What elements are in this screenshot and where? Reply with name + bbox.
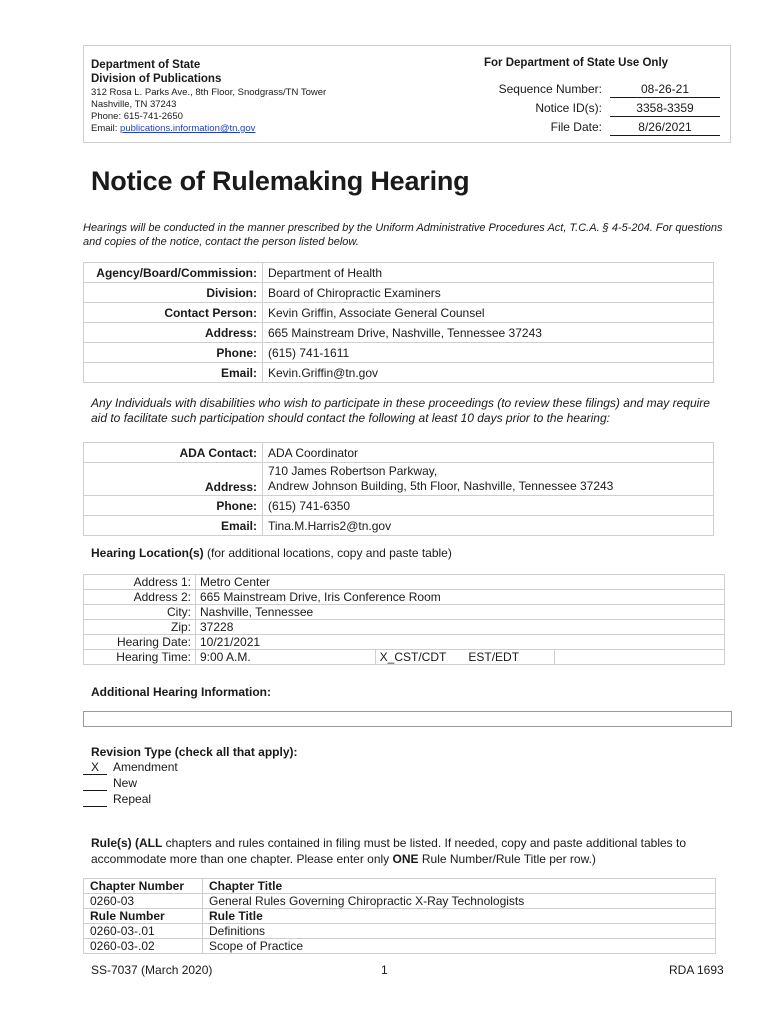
hearing-location-table xyxy=(83,574,725,665)
hearing-date-value: 10/21/2021 xyxy=(196,635,725,650)
agency-table xyxy=(83,262,714,383)
table-row: 0260-03-.01 Definitions xyxy=(84,924,716,939)
revision-amendment[interactable]: X Amendment xyxy=(83,760,178,775)
notice-id-value: 3358-3359 xyxy=(610,101,720,117)
revision-mark xyxy=(83,777,107,791)
ada-address-label: Address: xyxy=(84,463,263,496)
file-date-value: 8/26/2021 xyxy=(610,120,720,136)
state-use-only-heading: For Department of State Use Only xyxy=(484,57,669,69)
table-row: Rule Number Rule Title xyxy=(84,909,716,924)
ada-phone-value: (615) 741-6350 xyxy=(263,496,714,516)
address2-value: 665 Mainstream Drive, Iris Conference Room xyxy=(196,590,725,605)
est-option: EST/EDT xyxy=(468,650,520,664)
agency-value: Department of Health xyxy=(263,263,714,283)
table-row: City: Nashville, Tennessee xyxy=(84,605,725,620)
footer-rda: RDA 1693 xyxy=(669,963,724,977)
email-line: Email: publications.information@tn.gov xyxy=(91,123,256,134)
dept-line-2: Division of Publications xyxy=(91,73,222,85)
table-row xyxy=(84,283,714,303)
table-row xyxy=(84,443,714,463)
revision-type-heading: Revision Type (check all that apply): xyxy=(91,745,298,759)
additional-info-heading: Additional Hearing Information: xyxy=(91,685,271,699)
phone-label: Phone: xyxy=(84,343,263,363)
zip-value: 37228 xyxy=(196,620,725,635)
notice-id-label: Notice ID(s): xyxy=(535,101,602,115)
page-title: Notice of Rulemaking Hearing xyxy=(91,166,470,196)
contact-person-value: Kevin Griffin, Associate General Counsel xyxy=(263,303,714,323)
cst-option: X_CST/CDT xyxy=(379,650,447,664)
email-value: Kevin.Griffin@tn.gov xyxy=(263,363,714,383)
email-label: Email: xyxy=(84,363,263,383)
ada-address-value: 710 James Robertson Parkway, Andrew Johnson Building, 5th Floor, Nashville, Tennessee 37243 xyxy=(263,463,714,496)
phone-line: Phone: 615-741-2650 xyxy=(91,111,183,122)
table-row xyxy=(84,323,714,343)
contact-person-label: Contact Person: xyxy=(84,303,263,323)
table-row xyxy=(84,496,714,516)
ada-table xyxy=(83,442,714,536)
division-value: Board of Chiropractic Examiners xyxy=(263,283,714,303)
division-label: Division: xyxy=(84,283,263,303)
table-row xyxy=(84,343,714,363)
city-value: Nashville, Tennessee xyxy=(196,605,725,620)
hearing-location-heading: Hearing Location(s) (for additional locations, copy and paste table) xyxy=(91,546,452,560)
ada-contact-value: ADA Coordinator xyxy=(263,443,714,463)
table-row xyxy=(84,363,714,383)
file-date-label: File Date: xyxy=(550,120,602,134)
revision-new[interactable]: New xyxy=(83,776,137,791)
table-row: Hearing Date: 10/21/2021 xyxy=(84,635,725,650)
phone-value: (615) 741-1611 xyxy=(263,343,714,363)
revision-mark: X xyxy=(83,761,107,775)
table-row: 0260-03 General Rules Governing Chiropractic X-Ray Technologists xyxy=(84,894,716,909)
sequence-number-value: 08-26-21 xyxy=(610,82,720,98)
sequence-number-label: Sequence Number: xyxy=(498,82,602,96)
agency-label: Agency/Board/Commission: xyxy=(84,263,263,283)
table-row xyxy=(84,463,714,496)
table-row: Hearing Time: 9:00 A.M. X_CST/CDT EST/EDT xyxy=(84,650,725,665)
department-name xyxy=(91,58,221,86)
table-row: Zip: 37228 xyxy=(84,620,725,635)
address-value: 665 Mainstream Drive, Nashville, Tennessee 37243 xyxy=(263,323,714,343)
email-link[interactable]: publications.information@tn.gov xyxy=(120,123,256,134)
address-label: Address: xyxy=(84,323,263,343)
table-row xyxy=(84,516,714,536)
ada-phone-label: Phone: xyxy=(84,496,263,516)
table-row: 0260-03-.02 Scope of Practice xyxy=(84,939,716,954)
table-row xyxy=(84,303,714,323)
revision-mark xyxy=(83,793,107,807)
timezone-cell xyxy=(375,650,555,665)
table-row xyxy=(84,263,714,283)
table-row: Address 2: 665 Mainstream Drive, Iris Conference Room xyxy=(84,590,725,605)
table-row: Chapter Number Chapter Title xyxy=(84,879,716,894)
rules-table xyxy=(83,878,716,954)
ada-email-value: Tina.M.Harris2@tn.gov xyxy=(263,516,714,536)
revision-repeal[interactable]: Repeal xyxy=(83,792,151,807)
intro-text: Hearings will be conducted in the manner prescribed by the Uniform Administrative Procedures Act, T.C.A. § 4-5-204. For questions and copies of the notice, contact the person listed below. xyxy=(83,222,723,248)
city-line: Nashville, TN 37243 xyxy=(91,99,177,110)
additional-info-field[interactable] xyxy=(83,711,732,727)
ada-email-label: Email: xyxy=(84,516,263,536)
ada-contact-label: ADA Contact: xyxy=(84,443,263,463)
street-address: 312 Rosa L. Parks Ave., 8th Floor, Snodgrass/TN Tower xyxy=(91,87,327,98)
disabilities-notice: Any Individuals with disabilities who wish to participate in these proceedings (to review these filings) and may require aid to facilitate such participation should contact the following at least 10 days prior to the hearing: xyxy=(91,396,710,425)
table-row: Address 1: Metro Center xyxy=(84,575,725,590)
dept-line-1: Department of State xyxy=(91,59,201,71)
hearing-time-value: 9:00 A.M. xyxy=(196,650,376,665)
department-address xyxy=(91,87,326,135)
rules-instructions: Rule(s) (ALL chapters and rules contained in filing must be listed. If needed, copy and paste additional tables to accommodate more than one chapter. Please enter only ONE Rule Number/Rule Title per row.) xyxy=(91,836,686,866)
footer-form-number: SS-7037 (March 2020) xyxy=(91,963,213,977)
footer-page-number: 1 xyxy=(381,963,388,977)
address1-value: Metro Center xyxy=(196,575,725,590)
